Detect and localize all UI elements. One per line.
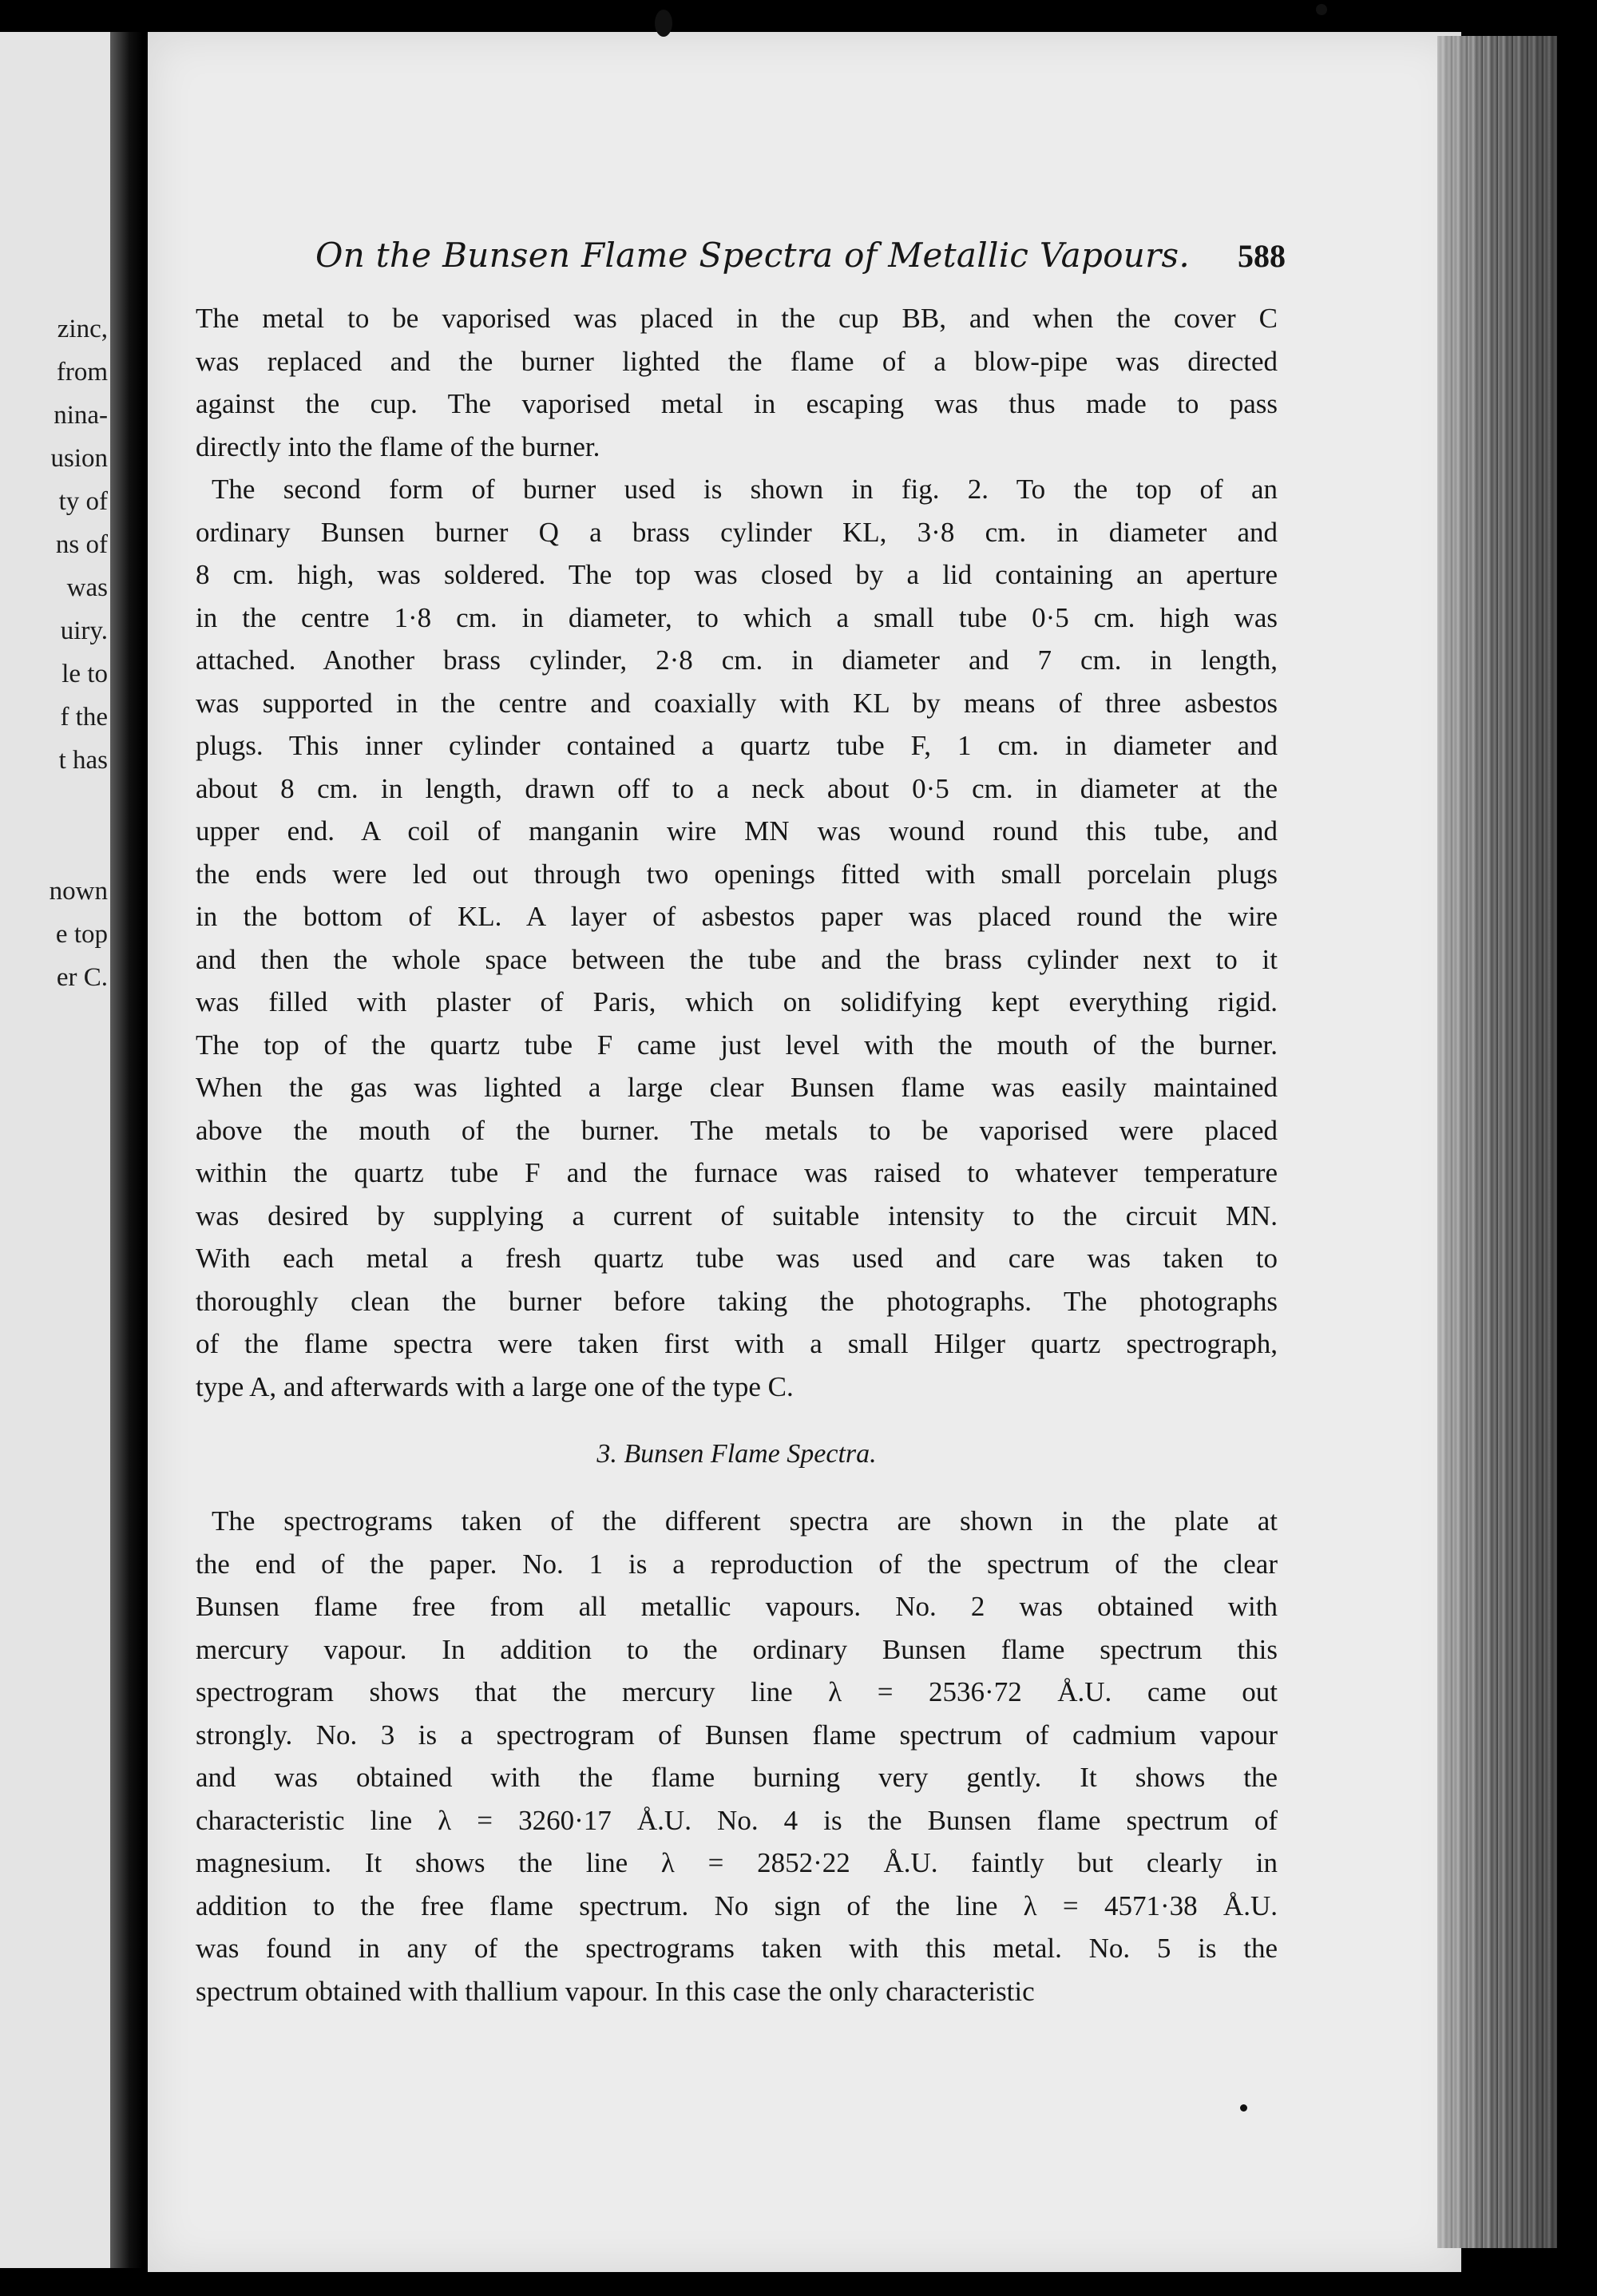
page-number: 588 xyxy=(1238,238,1286,274)
text-line: was replaced and the burner lighted the flame of a blow-pipe was directed xyxy=(196,345,1278,377)
text-line: was found in any of the spectrograms taken with this metal. No. 5 is the xyxy=(196,1933,1278,1964)
facing-page-line: was xyxy=(66,573,108,602)
text-line: thoroughly clean the burner before taking the photographs. The photographs xyxy=(196,1285,1278,1317)
text-line: addition to the free flame spectrum. No sign of the line λ = 4571·38 Å.U. xyxy=(196,1890,1278,1921)
text-line: above the mouth of the burner. The metals to be vaporised were placed xyxy=(196,1114,1278,1146)
text-line: ordinary Bunsen burner Q a brass cylinder KL, 3·8 cm. in diameter and xyxy=(196,516,1278,548)
text-line: The top of the quartz tube F came just level with the mouth of the burner. xyxy=(196,1029,1278,1061)
scan-speck xyxy=(1240,2104,1247,2112)
facing-page-line: e top xyxy=(55,920,108,949)
facing-page-line: nina- xyxy=(53,401,108,430)
text-line: Bunsen flame free from all metallic vapours. No. 2 was obtained with xyxy=(196,1591,1278,1622)
text-line: spectrogram shows that the mercury line λ = 2536·72 Å.U. came out xyxy=(196,1676,1278,1707)
text-line: With each metal a fresh quartz tube was used and care was taken to xyxy=(196,1243,1278,1274)
text-line: attached. Another brass cylinder, 2·8 cm. in diameter and 7 cm. in length, xyxy=(196,644,1278,676)
text-line: strongly. No. 3 is a spectrogram of Bunsen flame spectrum of cadmium vapour xyxy=(196,1719,1278,1751)
text-line: in the bottom of KL. A layer of asbestos paper was placed round the wire xyxy=(196,901,1278,932)
text-line: plugs. This inner cylinder contained a quartz tube F, 1 cm. in diameter and xyxy=(196,730,1278,761)
text-line: 8 cm. high, was soldered. The top was closed by a lid containing an aperture xyxy=(196,559,1278,590)
facing-page-line: er C. xyxy=(56,963,108,992)
text-line: spectrum obtained with thallium vapour. In this case the only characteristic xyxy=(196,1975,1035,2007)
text-line: When the gas was lighted a large clear Bunsen flame was easily maintained xyxy=(196,1072,1278,1103)
text-line: and then the whole space between the tube and the brass cylinder next to it xyxy=(196,943,1278,975)
facing-page-text xyxy=(0,307,108,999)
text-line: magnesium. It shows the line λ = 2852·22 Å.U. faintly but clearly in xyxy=(196,1847,1278,1878)
text-line: type A, and afterwards with a large one of the type C. xyxy=(196,1370,794,1402)
facing-page-line: t has xyxy=(58,746,108,775)
page-header xyxy=(315,236,1286,284)
facing-page-line: f the xyxy=(60,703,108,732)
running-title: On the Bunsen Flame Spectra of Metallic Vapours. xyxy=(315,236,1191,275)
facing-page-line: ty of xyxy=(58,487,108,516)
facing-page-line: le to xyxy=(61,660,108,688)
text-line: upper end. A coil of manganin wire MN was wound round this tube, and xyxy=(196,815,1278,847)
text-line: in the centre 1·8 cm. in diameter, to which a small tube 0·5 cm. high was xyxy=(196,601,1278,633)
text-line: The spectrograms taken of the different spectra are shown in the plate at xyxy=(212,1505,1278,1537)
text-line: mercury vapour. In addition to the ordinary Bunsen flame spectrum this xyxy=(196,1633,1278,1665)
text-line: directly into the flame of the burner. xyxy=(196,430,600,462)
text-line: the ends were led out through two openings fitted with small porcelain plugs xyxy=(196,858,1278,890)
facing-page-line: zinc, xyxy=(57,315,108,343)
book-gutter xyxy=(110,32,142,2268)
scan-speck xyxy=(655,10,672,37)
text-line: and was obtained with the flame burning very gently. It shows the xyxy=(196,1762,1278,1793)
scan-speck xyxy=(1316,4,1327,15)
text-line: was supported in the centre and coaxially with KL by means of three asbestos xyxy=(196,687,1278,719)
text-line: within the quartz tube F and the furnace was raised to whatever temperature xyxy=(196,1157,1278,1188)
text-line: about 8 cm. in length, drawn off to a neck about 0·5 cm. in diameter at the xyxy=(196,772,1278,804)
text-line: characteristic line λ = 3260·17 Å.U. No. 4 is the Bunsen flame spectrum of xyxy=(196,1804,1278,1836)
text-line: was filled with plaster of Paris, which on solidifying kept everything rigid. xyxy=(196,986,1278,1017)
facing-page-line: uiry. xyxy=(60,617,108,645)
facing-page-line: from xyxy=(56,358,108,387)
scan-border xyxy=(1557,0,1597,2296)
page-body xyxy=(196,297,1278,2012)
text-line: was desired by supplying a current of suitable intensity to the circuit MN. xyxy=(196,1200,1278,1231)
text-line: The metal to be vaporised was placed in the cup BB, and when the cover C xyxy=(196,303,1278,334)
facing-page-line: nown xyxy=(49,877,108,906)
text-line: against the cup. The vaporised metal in escaping was thus made to pass xyxy=(196,388,1278,419)
facing-page-line: ns of xyxy=(55,530,108,559)
section-heading: 3. Bunsen Flame Spectra. xyxy=(596,1439,877,1469)
text-line: The second form of burner used is shown in fig. 2. To the top of an xyxy=(212,474,1278,505)
text-line: the end of the paper. No. 1 is a reproduction of the spectrum of the clear xyxy=(196,1548,1278,1580)
facing-page-line: usion xyxy=(50,444,108,473)
text-line: of the flame spectra were taken first with a small Hilger quartz spectrograph, xyxy=(196,1328,1278,1359)
